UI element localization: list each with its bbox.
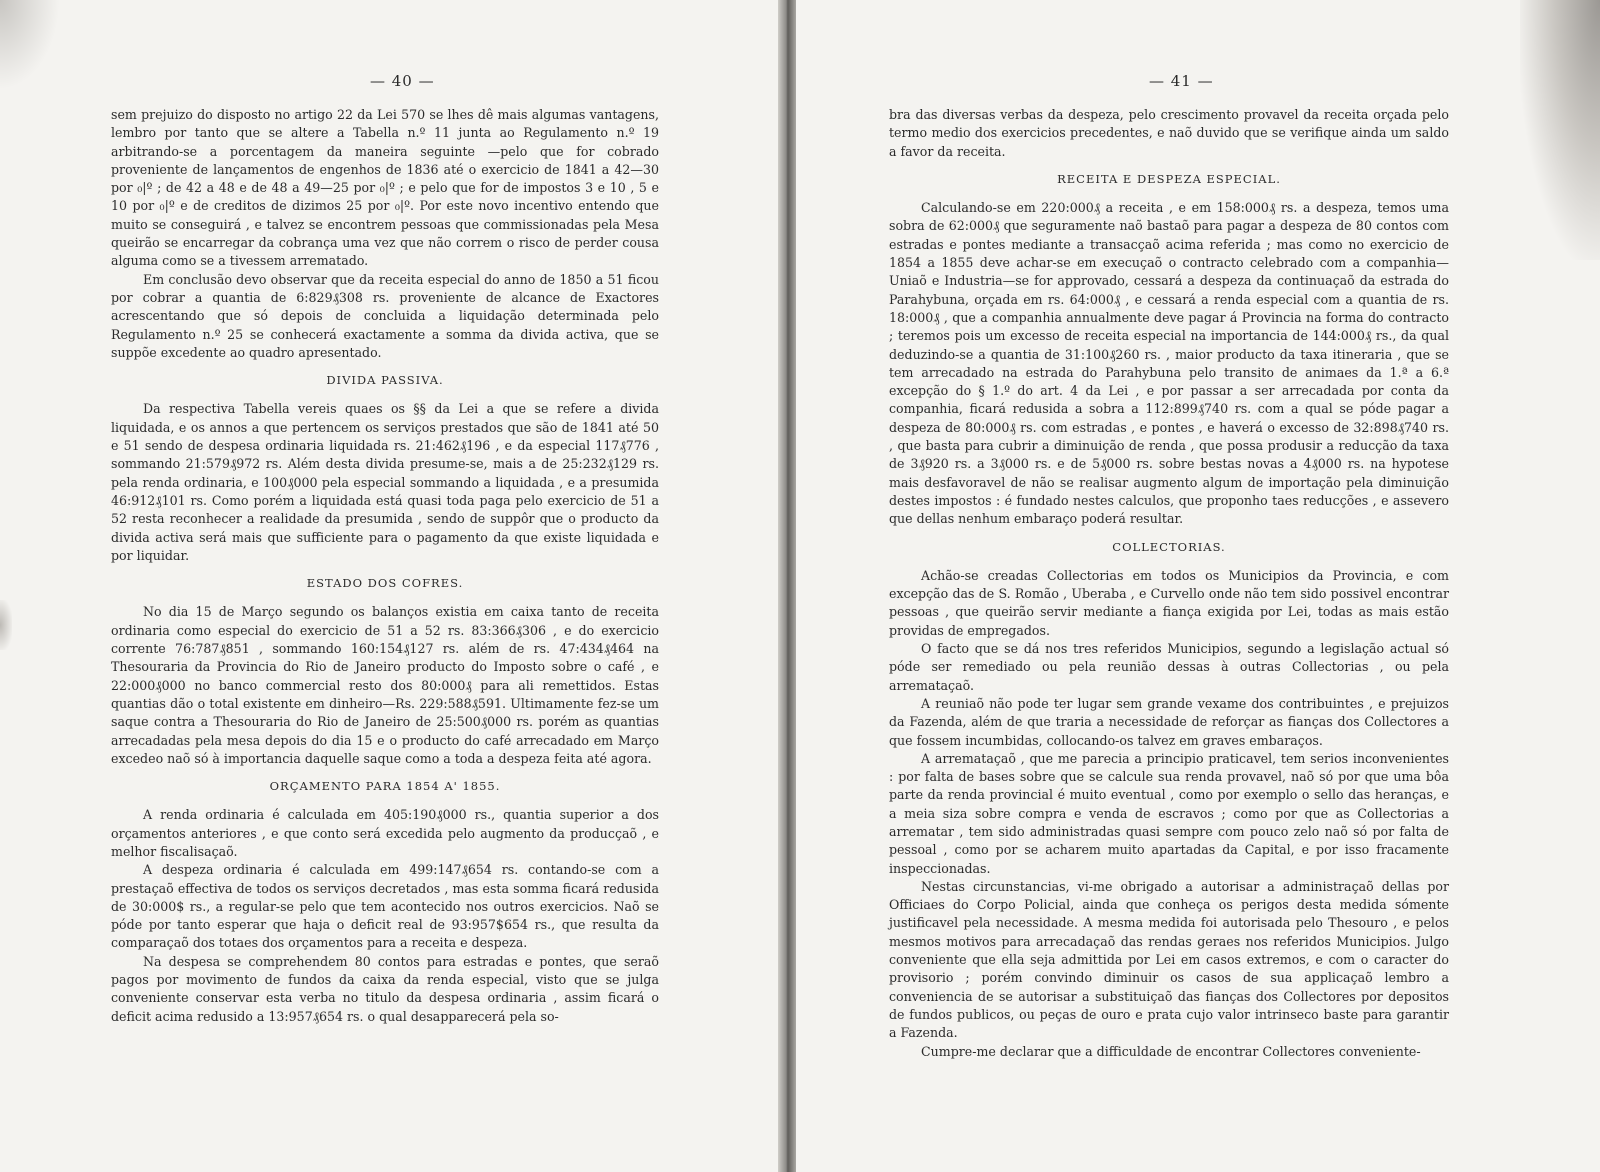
paragraph: Da respectiva Tabella vereis quaes os §§ da Lei a que se refere a divida liquidada, e os annos a que pertencem os serviços prestados que são de 1841 até 50 e 51 sendo de despesa ordinaria liquidada rs. 21:462₰196 , e da especial 117₰776 , sommando 21:579₰972 rs. Além desta divida presume-se, mais a de 25:232₰129 rs. pela renda ordinaria, e 100₰000 pela especial sommando a liquidada , e a presumida 46:912₰101 rs. Como porém a liquidada está quasi toda paga pelo exercicio de 51 a 52 resta reconhecer a realidade da presumida , sendo de suppôr que o producto da divida activa será mais que sufficiente para o pagamento da que existe liquidada e por liquidar. xyxy=(111,401,659,563)
section-heading: DIVIDA PASSIVA. xyxy=(326,373,444,388)
paragraph: Na despesa se comprehendem 80 contos para estradas e pontes, que seraõ pagos por movimento de fundos da caixa da renda especial, visto que se julga conveniente conservar esta verba no titulo da despesa ordinaria , assim ficará o deficit acima redusido a 13:957₰654 rs. o qual desapparecerá pela so- xyxy=(111,953,659,1024)
section-heading: RECEITA E DESPEZA ESPECIAL. xyxy=(1057,171,1281,186)
page-shading xyxy=(1520,0,1600,260)
paragraph: O facto que se dá nos tres referidos Municipios, segundo a legislação actual só póde ser remediado ou pela reunião dessas à outras Collectorias , ou pela arremataçaõ. xyxy=(889,641,1449,693)
paragraph: Cumpre-me declarar que a difficuldade de encontrar Collectores conveniente- xyxy=(921,1043,1421,1059)
section-heading: ORÇAMENTO PARA 1854 A' 1855. xyxy=(269,779,501,794)
paragraph: A reuniaõ não pode ter lugar sem grande vexame dos contribuintes , e prejuizos da Fazenda, além de que traria a necessidade de reforçar as fianças dos Collectores a que fossem incumbidas, collocando-os talvez em graves embaraços. xyxy=(889,695,1449,748)
paragraph: sem prejuizo do disposto no artigo 22 da Lei 570 se lhes dê mais algumas vantagens, lembro por tanto que se altere a Tabella n.º 11 junta ao Regulamento n.º 19 arbitrando-se a porcentagem da maneira seguinte —pelo que for cobrado proveniente de lançamentos de engenhos de 1836 até o exercicio de 1841 a 42—30 por ₀|º ; de 42 a 48 e de 48 a 49—25 por ₀|º ; e pelo que for de impostos 3 e 10 , 5 e 10 por ₀|º e de creditos de dizimos 25 por ₀|º. Por este novo incentivo entendo que muito se conseguirá , e talvez se encontrem pessoas que commissionadas pela Mesa queirão se encarregar da cobrança uma vez que não correm o risco de perder cousa alguma como se a tivessem arrematado. xyxy=(111,107,659,269)
left-page xyxy=(0,0,784,1172)
paragraph: A despeza ordinaria é calculada em 499:147₰654 rs. contando-se com a prestaçaõ effectiva de todos os serviços decretados , mas esta somma ficará redusida de 30:000$ rs., a regular-se pelo que tem acontecido nos outros exercicios. Naõ se póde por tanto esperar que haja o deficit real de 93:957$654 rs., que resulta da comparaçaõ dos totaes dos orçamentos para a receita e despeza. xyxy=(111,862,659,951)
text-column xyxy=(111,106,659,1026)
paragraph: A renda ordinaria é calculada em 405:190₰000 rs., quantia superior a dos orçamentos anteriores , e que conto será excedida pelo augmento da producçaõ , e melhor fiscalisaçaõ. xyxy=(111,807,659,859)
text-column xyxy=(889,106,1449,1061)
paragraph: bra das diversas verbas da despeza, pelo crescimento provavel da receita orçada pelo termo medio dos exercicios precedentes, e naõ duvido que se verifique ainda um saldo a favor da receita. xyxy=(889,107,1449,159)
paragraph: Calculando-se em 220:000₰ a receita , e em 158:000₰ rs. a despeza, temos uma sobra de 62:000₰ que seguramente naõ bastaõ para pagar a despeza de 80 contos com estradas e pontes mediante a transacçaõ acima referida ; mas como no exercicio de 1854 a 1855 deve achar-se em execuçaõ o contracto celebrado com a companhia—Uniaõ e Industria—se for approvado, cessará a despeza da continuaçaõ da estrada do Parahybuna, orçada em rs. 64:000₰ , e cessará a renda especial com a quantia de rs. 18:000₰ , que a companhia annualmente deve pagar á Provincia na forma do contracto ; teremos pois um excesso de receita especial na importancia de 144:000₰ rs., da qual deduzindo-se a quantia de 31:100₰260 rs. , maior producto da taxa itineraria , que se tem arrecadado na estrada do Parahybuna pelo transito de animaes da 1.ª a 6.ª excepção do § 1.º do art. 4 da Lei , e por passar a ser arrecadada por conta da companhia, ficará redusida a sobra a 112:899₰740 rs. com a qual se póde pagar a despeza de 80:000₰ rs. com estradas , e pontes , e haverá o excesso de 32:898₰740 rs. , que basta para cubrir a diminuição de renda , que possa produsir a reducção da taxa de 3₰920 rs. a 3₰000 rs. e de 5₰000 rs. sobre bestas novas a 4₰000 rs. na hypotese mais desfavoravel de não se realisar augmento algum de importação pela diminuição destes impostos : é fundado nestes calculos, que proponho taes reducções , e assevero que dellas nenhum embaraço poderá resultar. xyxy=(889,200,1449,527)
paragraph: A arremataçaõ , que me parecia a principio praticavel, tem serios inconvenientes : por falta de bases sobre que se calcule sua renda provavel, naõ só por que uma bôa parte da renda provincial é muito eventual , como por exemplo o sello das heranças, e a meia siza sobre compra e venda de escravos ; como por que as Collectorias a arrematar , tem sido administradas quasi sempre com pouco zelo naõ só por falta de pessoal , como por se acharem muito apartadas da Capital, e por isso fracamente inspeccionadas. xyxy=(889,750,1449,876)
section-heading: COLLECTORIAS. xyxy=(1112,539,1226,554)
page-number: — 40 — xyxy=(370,72,435,90)
paragraph: No dia 15 de Março segundo os balanços existia em caixa tanto de receita ordinaria como especial do exercicio de 51 a 52 rs. 83:366₰306 , e do exercicio corrente 76:787₰851 , sommando 160:154₰127 rs. além de rs. 47:434₰464 na Thesouraria da Provincia do Rio de Janeiro producto do Imposto sobre o café , e 22:000₰000 no banco commercial resto dos 80:000₰ para ali remettidos. Estas quantias dão o total existente em dinheiro—Rs. 229:588₰591. Ultimamente fez-se um saque contra a Thesouraria do Rio de Janeiro de 25:500₰000 rs. porém as quantias arrecadadas pela mesa depois do dia 15 e o producto do café arrecadado em Março excedeo naõ só à importancia daquelle saque como a toda a despeza feita até agora. xyxy=(111,604,659,766)
page-shading xyxy=(0,0,60,90)
page-shading xyxy=(0,600,12,650)
paragraph: Nestas circunstancias, vi-me obrigado a autorisar a administraçaõ dellas por Officiaes do Corpo Policial, ainda que conheça os perigos desta medida sómente justificavel pela necessidade. A mesma medida foi autorisada pelo Thesouro , e pelos mesmos motivos para arrecadaçaõ das rendas geraes nos referidos Municipios. Julgo conveniente que ella seja admittida por Lei em casos extremos, e com o caracter do provisorio ; porém convindo diminuir os casos de sua applicaçaõ lembro a conveniencia de se autorisar a substituiçaõ das fianças dos Collectores por depositos de fundos publicos, ou peças de ouro e prata cujo valor intrinseco baste para garantir a Fazenda. xyxy=(889,878,1449,1041)
paragraph: Achão-se creadas Collectorias em todos os Municipios da Provincia, e com excepção das de S. Romão , Uberaba , e Curvello onde não tem sido possivel encontrar pessoas , que queirão servir mediante a fiança exigida por Lei, todas as mais estão providas de empregados. xyxy=(889,567,1449,638)
right-page xyxy=(792,0,1600,1172)
book-gutter xyxy=(778,0,796,1172)
section-heading: ESTADO DOS COFRES. xyxy=(306,576,464,591)
paragraph: Em conclusão devo observar que da receita especial do anno de 1850 a 51 ficou por cobrar a quantia de 6:829₰308 rs. proveniente de alcance de Exactores acrescentando que só depois de concluida a liquidação determinada pelo Regulamento n.º 25 se conhecerá exactamente a somma da divida activa, que se suppõe excedente ao quadro apresentado. xyxy=(111,271,659,360)
page-number: — 41 — xyxy=(1149,72,1214,90)
